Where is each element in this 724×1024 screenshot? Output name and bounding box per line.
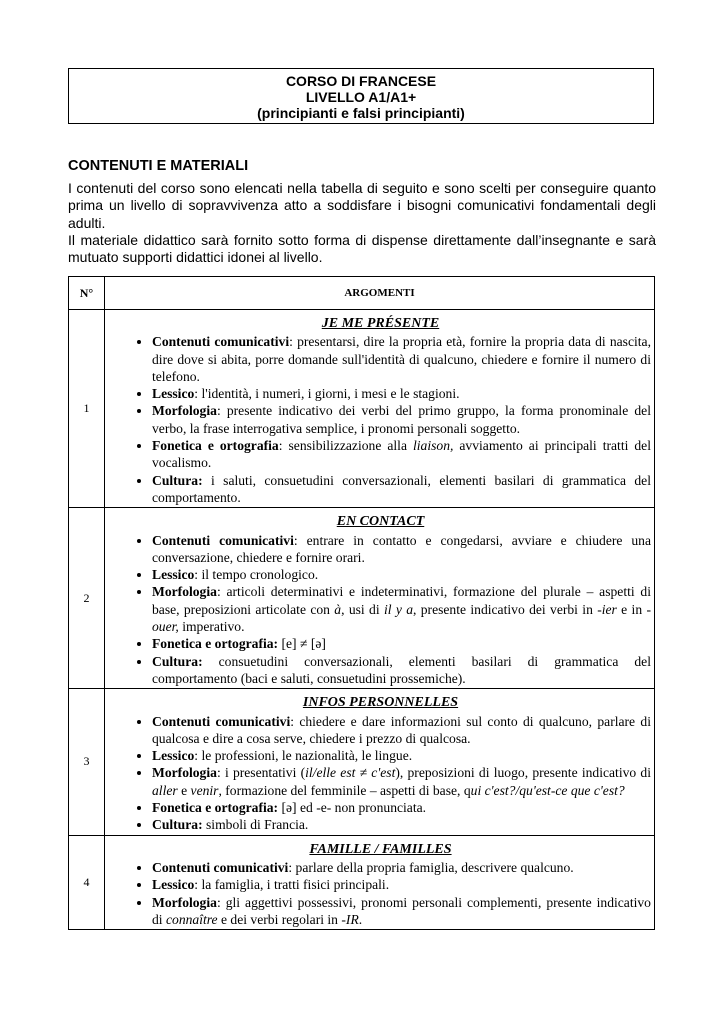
item-text: , usi di: [341, 601, 384, 617]
item-label: Lessico: [152, 877, 195, 893]
item-text: gli aggettivi possessivi, pronomi personali complementi, presente indicativo di: [152, 894, 651, 927]
intro-paragraph-2: Il materiale didattico sarà fornito sotto forma di dispense direttamente dall’insegnante e sarà mutuato supporti didattici idonei al livello.: [68, 231, 656, 266]
item-text: avviamento ai principali tratti del vocalismo.: [152, 438, 651, 471]
list-item: [152, 747, 651, 764]
item-label: Fonetica e ortografia:: [152, 636, 279, 652]
item-separator: :: [288, 859, 296, 875]
column-header-number: N°: [69, 277, 105, 310]
course-audience: (principianti e falsi principianti): [257, 105, 465, 121]
intro-text: [68, 180, 656, 266]
item-text: e: [177, 782, 191, 798]
item-label: Fonetica e ortografia:: [152, 800, 279, 816]
course-title: CORSO DI FRANCESE: [285, 73, 437, 89]
item-separator: :: [216, 765, 225, 781]
list-item: [152, 816, 651, 833]
item-separator: :: [290, 713, 300, 729]
topic-title: FAMILLE / FAMILLES: [309, 841, 452, 857]
item-label: Contenuti comunicativi: [152, 713, 291, 729]
list-item: [152, 333, 651, 385]
item-text: articoli determinativi e indeterminativi, formazione del plurale – aspetti di base, preposizioni articolate con: [152, 584, 652, 617]
item-separator: :: [216, 584, 227, 600]
table-header-row: [69, 277, 655, 310]
list-item: [152, 437, 651, 472]
table-row: [69, 689, 655, 835]
course-title-box: [68, 68, 654, 124]
list-item: [152, 635, 651, 652]
table-row: [69, 508, 655, 689]
item-separator: :: [289, 334, 298, 350]
list-item: [152, 876, 651, 893]
item-text: imperativo.: [178, 619, 245, 635]
item-text: consuetudini conversazionali, elementi basilari di grammatica del comportamento (baci e saluti, consuetudini prossemiche).: [152, 653, 651, 686]
item-text: entrare in contatto e congedarsi, avviare e chiudere una conversazione, chiedere e fornire orari.: [152, 532, 652, 565]
topic-list: [110, 532, 651, 688]
item-text: parlare della propria famiglia, descrivere qualcuno.: [295, 859, 574, 875]
item-text-italic: il y a: [383, 601, 414, 617]
item-text: , formazione del femminile – aspetti di base, q: [218, 782, 471, 798]
item-label: Morfologia: [152, 765, 217, 781]
item-text-italic: connaître: [165, 911, 218, 927]
item-text: chiedere e dare informazioni sul conto di qualcuno, parlare di qualcosa e dire a cosa serve, chiedere i prezzo di qualcosa.: [152, 713, 651, 746]
item-text: il tempo cronologico.: [201, 567, 319, 583]
item-separator: [203, 654, 219, 669]
row-content: [105, 689, 655, 835]
item-text: , presente indicativo dei verbi in: [413, 601, 598, 617]
topic-title: INFOS PERSONNELLES: [302, 695, 459, 711]
item-label: Contenuti comunicativi: [152, 532, 294, 548]
topic-title: JE ME PRÉSENTE: [321, 316, 440, 331]
item-text-italic: il/elle est ≠ c'est: [305, 765, 396, 781]
topic-list: [110, 713, 651, 834]
item-text: [e] ≠ [ə]: [281, 636, 326, 652]
item-text-italic: aller: [152, 782, 178, 798]
item-label: Lessico: [152, 567, 195, 583]
item-label: Cultura:: [152, 472, 203, 488]
item-label: Morfologia: [152, 894, 217, 910]
item-label: Contenuti comunicativi: [152, 859, 289, 875]
item-text: le professioni, le nazionalità, le lingue.: [201, 748, 413, 764]
item-label: Cultura:: [152, 817, 203, 833]
intro-paragraph-1: I contenuti del corso sono elencati nella tabella di seguito e sono scelti per conseguire quanto prima un livello di sopravvivenza atto a soddisfare i bisogni comunicativi fondamentali degli adulti.: [68, 180, 656, 231]
item-separator: :: [194, 386, 202, 402]
item-text: sensibilizzazione alla: [288, 438, 413, 454]
item-text: simboli di Francia.: [206, 817, 309, 833]
row-content: [105, 310, 655, 508]
item-text: la famiglia, i tratti fisici principali.: [201, 877, 390, 893]
row-content: [105, 508, 655, 689]
row-number: 4: [69, 835, 105, 929]
course-level: LIVELLO A1/A1+: [305, 89, 417, 105]
table-row: [69, 835, 655, 929]
item-separator: :: [216, 403, 227, 419]
item-separator: [203, 473, 211, 488]
topic-title: EN CONTACT: [336, 514, 425, 530]
item-text-italic: venir: [190, 782, 219, 798]
item-label: Lessico: [152, 748, 195, 764]
item-text: l'identità, i numeri, i giorni, i mesi e le stagioni.: [201, 386, 460, 402]
item-separator: :: [293, 532, 307, 548]
item-text-italic: à: [334, 601, 342, 617]
item-text: i presentativi (: [224, 765, 306, 781]
item-label: Fonetica e ortografia: [152, 438, 279, 454]
topics-table: [68, 276, 655, 930]
item-separator: :: [194, 877, 202, 893]
item-text: presente indicativo dei verbi del primo gruppo, la forma pronominale del verbo, la frase interrogativa semplice, i pronomi personali soggetto.: [152, 403, 651, 436]
item-separator: :: [216, 894, 226, 910]
list-item: [152, 583, 651, 635]
item-text-italic: ui c'est?/qu'est-ce que c'est?: [470, 782, 625, 798]
row-content: [105, 835, 655, 929]
item-label: Cultura:: [152, 653, 203, 669]
list-item: [152, 472, 651, 507]
row-number: 3: [69, 689, 105, 835]
item-text-italic: liaison,: [412, 438, 454, 454]
list-item: [152, 402, 651, 437]
list-item: [152, 385, 651, 402]
item-text-italic: -ier: [597, 601, 617, 617]
column-header-topics: ARGOMENTI: [105, 277, 655, 310]
list-item: [152, 799, 651, 816]
item-separator: :: [278, 438, 289, 454]
list-item: [152, 566, 651, 583]
row-number: 2: [69, 508, 105, 689]
row-number: 1: [69, 310, 105, 508]
item-text: ), preposizioni di luogo, presente indicativo di: [395, 765, 651, 781]
item-text: presentarsi, dire la propria età, fornire la propria data di nascita, dire dove si abita, porre domande sull'identità di qualcuno, chiedere e fornire il numero di telefono.: [152, 334, 651, 384]
list-item: [152, 859, 651, 876]
topic-list: [110, 859, 651, 928]
list-item: [152, 713, 651, 748]
list-item: [152, 894, 651, 929]
item-text: i saluti, consuetudini conversazionali, elementi basilari di grammatica del comportamento.: [152, 472, 651, 505]
item-text-italic: -ouer,: [152, 601, 651, 635]
item-label: Lessico: [152, 386, 195, 402]
item-separator: :: [194, 567, 202, 583]
item-text: e in: [616, 601, 647, 617]
item-label: Morfologia: [152, 584, 217, 600]
list-item: [152, 532, 651, 567]
item-label: Contenuti comunicativi: [152, 334, 290, 350]
topic-list: [110, 333, 651, 506]
table-row: [69, 310, 655, 508]
item-text: [ə] ed -e- non pronunciata.: [281, 800, 427, 816]
item-text: .: [358, 911, 363, 927]
item-separator: :: [194, 748, 202, 764]
list-item: [152, 764, 651, 799]
section-heading: CONTENUTI E MATERIALI: [68, 158, 249, 174]
list-item: [152, 653, 651, 688]
item-text: e dei verbi regolari in: [217, 911, 342, 927]
item-label: Morfologia: [152, 403, 217, 419]
item-text-italic: -IR: [341, 911, 359, 927]
